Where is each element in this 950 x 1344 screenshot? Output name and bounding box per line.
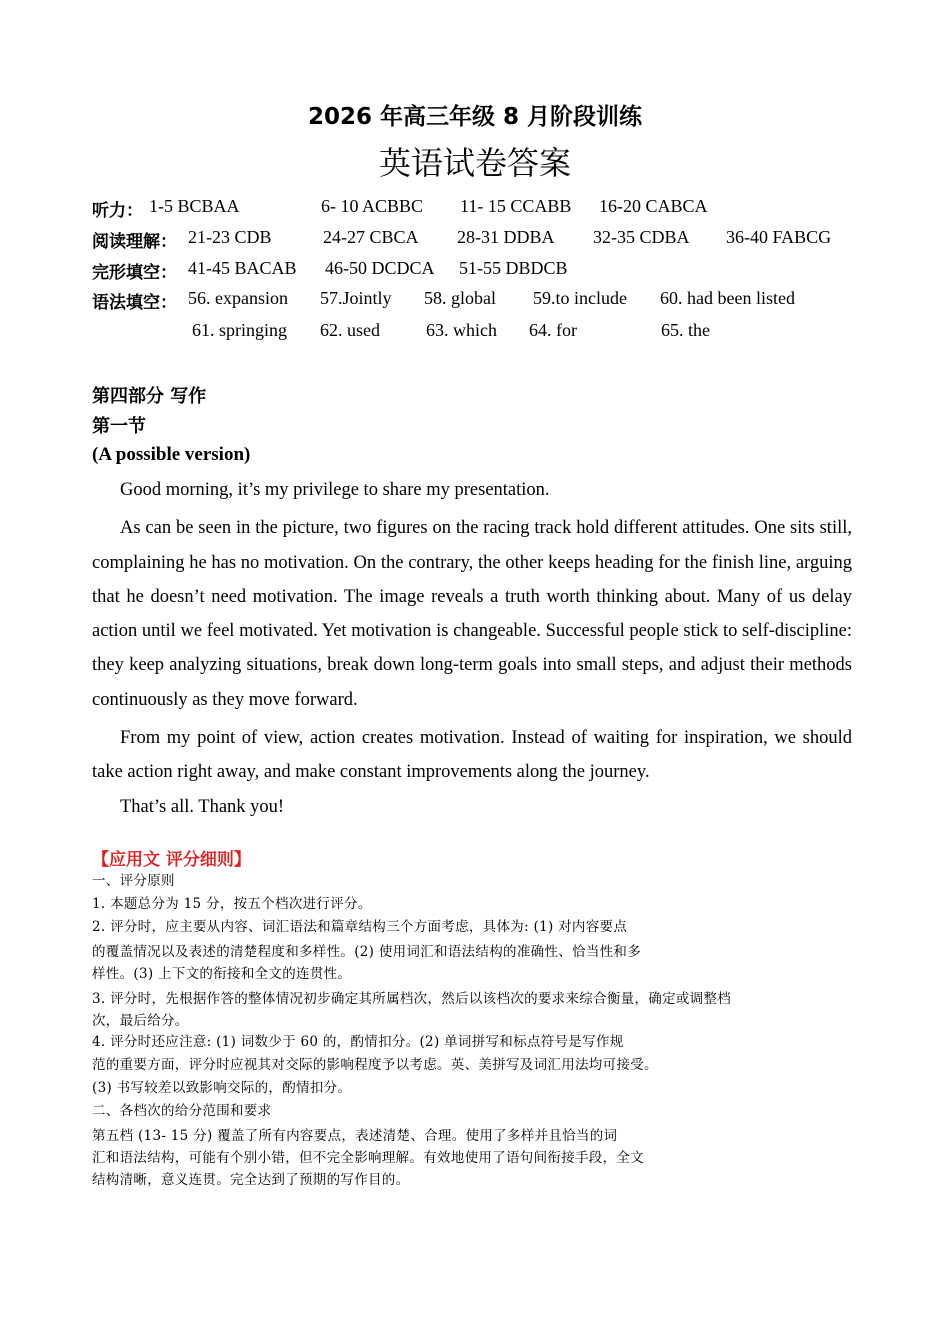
section-one-title: 第一节 <box>92 416 146 437</box>
essay-paragraph: From my point of view, action creates motivation. Instead of waiting for inspiration, we should take action right away, and make constant improvements along the journey. <box>92 728 852 783</box>
rubric-line: 的覆盖情况以及表述的清楚程度和多样性。(2) 使用词汇和语法结构的准确性、恰当性和多 <box>92 944 642 960</box>
answer-group: 24-27 CBCA <box>323 227 419 247</box>
rubric-line: 结构清晰，意义连贯。完全达到了预期的写作目的。 <box>92 1172 410 1188</box>
answer-group: 36-40 FABCG <box>726 227 832 247</box>
rubric-line: 4. 评分时还应注意: (1) 词数少于 60 的，酌情扣分。(2) 单词拼写和标点符号是写作规 <box>92 1034 624 1050</box>
rubric-line: 范的重要方面，评分时应视其对交际的影响程度予以考虑。英、美拼写及词汇用法均可接受。 <box>92 1057 658 1073</box>
rubric-line: 二、各档次的给分范围和要求 <box>92 1103 272 1119</box>
answer-item: 65. the <box>661 320 710 340</box>
answer-item: 63. which <box>426 320 497 340</box>
answer-item: 59.to include <box>533 288 627 308</box>
answer-group: 21-23 CDB <box>188 227 272 247</box>
rubric-line: 一、评分原则 <box>92 873 175 889</box>
answer-group: 32-35 CDBA <box>593 227 690 247</box>
rubric-line: 3. 评分时，先根据作答的整体情况初步确定其所属档次，然后以该档次的要求来综合衡量，确定或调整档 <box>92 991 732 1007</box>
part-four-title: 第四部分 写作 <box>92 386 207 407</box>
sample-essay <box>92 473 852 824</box>
reading-label: 阅读理解： <box>92 232 177 252</box>
answer-key-title: 英语试卷答案 <box>378 144 571 182</box>
answer-item: 64. for <box>529 320 577 340</box>
essay-paragraph: That’s all. Thank you! <box>120 796 285 817</box>
grammar-label: 语法填空： <box>92 293 177 313</box>
rubric-line: 样性。(3) 上下文的衔接和全文的连贯性。 <box>92 966 352 982</box>
cloze-label: 完形填空： <box>92 263 177 283</box>
answer-group: 16-20 CABCA <box>599 196 708 216</box>
answer-group: 41-45 BACAB <box>188 258 297 278</box>
rubric-line: 次，最后给分。 <box>92 1013 189 1029</box>
possible-version-label: (A possible version) <box>92 444 251 465</box>
answer-item: 57.Jointly <box>320 288 392 308</box>
answer-group: 28-31 DDBA <box>457 227 555 247</box>
essay-paragraph: As can be seen in the picture, two figures on the racing track hold different attitudes. One sits still, complaining he has no motivation. On the contrary, the other keeps heading for the finish line, arguing that he doesn’t need motivation. The image reveals a truth worth thinking about. Many of us delay action until we feel motivated. Yet motivation is changeable. Successful people stick to self-discipline: they keep analyzing situations, break down long-term goals into small steps, and adjust their methods continuously as they move forward. <box>92 518 852 710</box>
answer-item: 56. expansion <box>188 288 288 308</box>
rubric-line: (3) 书写较差以致影响交际的，酌情扣分。 <box>92 1080 352 1096</box>
answer-group: 51-55 DBDCB <box>459 258 568 278</box>
answer-group: 6- 10 ACBBC <box>321 196 424 216</box>
answer-group: 11- 15 CCABB <box>460 196 572 216</box>
answer-group: 1-5 BCBAA <box>149 196 240 216</box>
answer-item: 62. used <box>320 320 380 340</box>
rubric-line: 汇和语法结构，可能有个别小错，但不完全影响理解。有效地使用了语句间衔接手段，全文 <box>92 1150 644 1166</box>
answer-item: 61. springing <box>192 320 288 340</box>
listening-label: 听力： <box>92 201 143 221</box>
rubric-line: 第五档 (13- 15 分) 覆盖了所有内容要点，表述清楚、合理。使用了多样并且恰当的词 <box>92 1128 618 1144</box>
answer-item: 58. global <box>424 288 496 308</box>
answer-item: 60. had been listed <box>660 288 795 308</box>
essay-paragraph: Good morning, it’s my privilege to share my presentation. <box>120 480 550 500</box>
rubric-line: 1. 本题总分为 15 分，按五个档次进行评分。 <box>92 896 372 912</box>
rubric-line: 2. 评分时，应主要从内容、词汇语法和篇章结构三个方面考虑，具体为: (1) 对内容要点 <box>92 919 628 935</box>
answer-group: 46-50 DCDCA <box>325 258 435 278</box>
rubric-heading: 【应用文 评分细则】 <box>92 850 251 870</box>
exam-title: 2026 年高三年级 8 月阶段训练 <box>307 104 643 130</box>
